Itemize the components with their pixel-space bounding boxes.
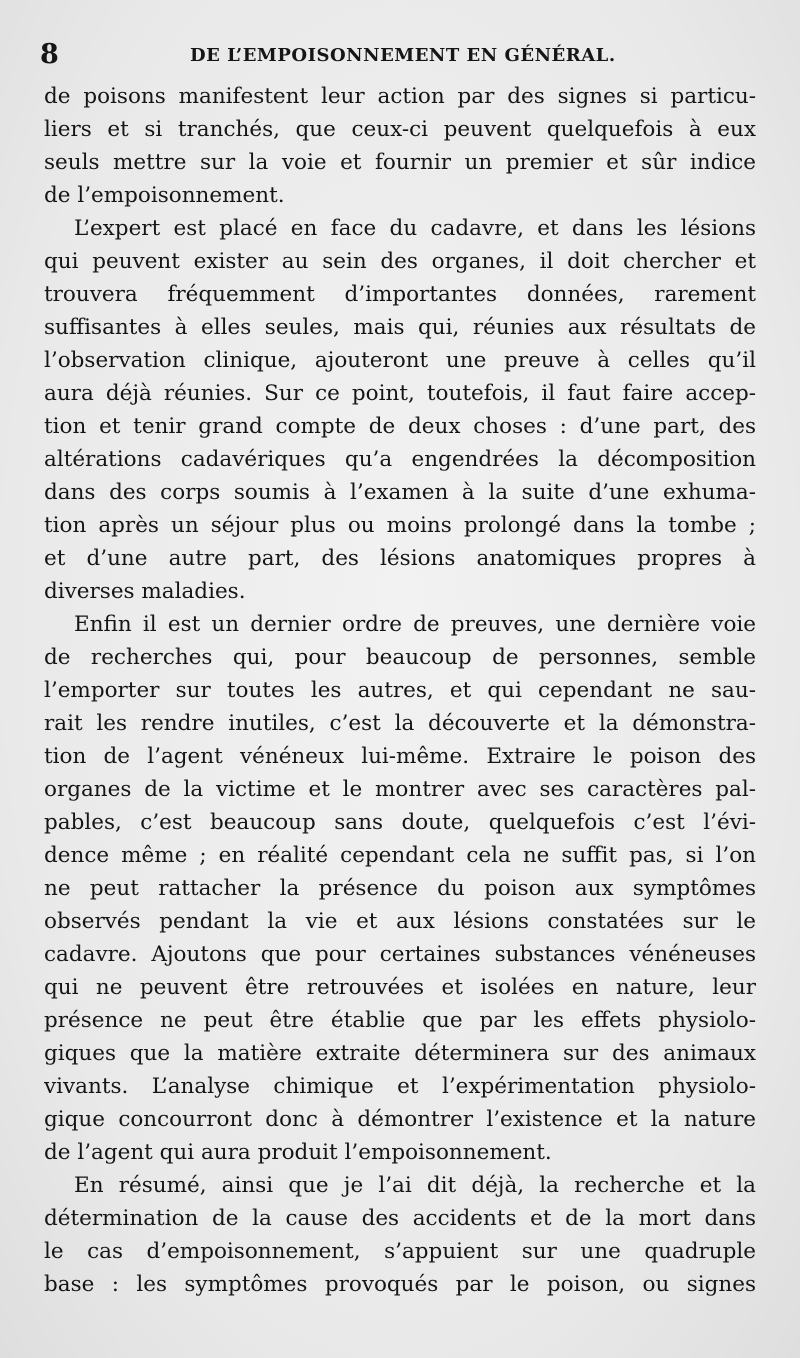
- text-line: aura déjà réunies. Sur ce point, toutefois, il faut faire accep-: [44, 381, 756, 406]
- text-line: l’observation clinique, ajouteront une preuve à celles qu’il: [44, 348, 756, 373]
- text-line: détermination de la cause des accidents et de la mort dans: [44, 1206, 756, 1231]
- text-line: dans des corps soumis à l’examen à la suite d’une exhuma-: [44, 480, 756, 505]
- text-line: tion de l’agent vénéneux lui-même. Extraire le poison des: [44, 744, 756, 769]
- text-line: présence ne peut être établie que par les effets physiolo-: [44, 1008, 756, 1033]
- text-line: gique concourront donc à démontrer l’existence et la nature: [44, 1107, 756, 1132]
- text-line: et d’une autre part, des lésions anatomiques propres à: [44, 546, 756, 571]
- running-head: DE L’EMPOISONNEMENT EN GÉNÉRAL.: [190, 45, 616, 66]
- text-line: L’expert est placé en face du cadavre, et dans les lésions: [74, 216, 756, 241]
- text-line: seuls mettre sur la voie et fournir un premier et sûr indice: [44, 150, 756, 175]
- text-line: de l’empoisonnement.: [44, 183, 285, 208]
- text-line: liers et si tranchés, que ceux-ci peuvent quelquefois à eux: [44, 117, 756, 142]
- text-line: Enfin il est un dernier ordre de preuves, une dernière voie: [74, 612, 756, 637]
- text-line: de l’agent qui aura produit l’empoisonnement.: [44, 1140, 552, 1165]
- text-line: vivants. L’analyse chimique et l’expérimentation physiolo-: [44, 1074, 756, 1099]
- text-line: qui peuvent exister au sein des organes, il doit chercher et: [44, 249, 756, 274]
- text-line: le cas d’empoisonnement, s’appuient sur une quadruple: [44, 1239, 756, 1264]
- text-line: altérations cadavériques qu’a engendrées la décomposition: [44, 447, 756, 472]
- text-line: base : les symptômes provoqués par le poison, ou signes: [44, 1272, 756, 1297]
- text-line: qui ne peuvent être retrouvées et isolées en nature, leur: [44, 975, 756, 1000]
- text-line: ne peut rattacher la présence du poison aux symptômes: [44, 876, 756, 901]
- text-line: En résumé, ainsi que je l’ai dit déjà, la recherche et la: [74, 1173, 756, 1198]
- text-line: diverses maladies.: [44, 579, 246, 604]
- text-line: organes de la victime et le montrer avec ses caractères pal-: [44, 777, 756, 802]
- page-header: [40, 40, 760, 70]
- text-line: tion et tenir grand compte de deux choses : d’une part, des: [44, 414, 756, 439]
- page-number: 8: [40, 39, 59, 70]
- text-line: de poisons manifestent leur action par des signes si particu-: [44, 84, 756, 109]
- text-line: suffisantes à elles seules, mais qui, réunies aux résultats de: [44, 315, 756, 340]
- text-line: de recherches qui, pour beaucoup de personnes, semble: [44, 645, 756, 670]
- text-line: dence même ; en réalité cependant cela ne suffit pas, si l’on: [44, 843, 756, 868]
- text-line: pables, c’est beaucoup sans doute, quelquefois c’est l’évi-: [44, 810, 756, 835]
- text-line: rait les rendre inutiles, c’est la découverte et la démonstra-: [44, 711, 756, 736]
- text-line: giques que la matière extraite déterminera sur des animaux: [44, 1041, 756, 1066]
- text-line: observés pendant la vie et aux lésions constatées sur le: [44, 909, 756, 934]
- text-line: l’emporter sur toutes les autres, et qui cependant ne sau-: [44, 678, 756, 703]
- text-line: tion après un séjour plus ou moins prolongé dans la tombe ;: [44, 513, 756, 538]
- text-line: trouvera fréquemment d’importantes données, rarement: [44, 282, 756, 307]
- text-line: cadavre. Ajoutons que pour certaines substances vénéneuses: [44, 942, 756, 967]
- body-text: [44, 80, 756, 1301]
